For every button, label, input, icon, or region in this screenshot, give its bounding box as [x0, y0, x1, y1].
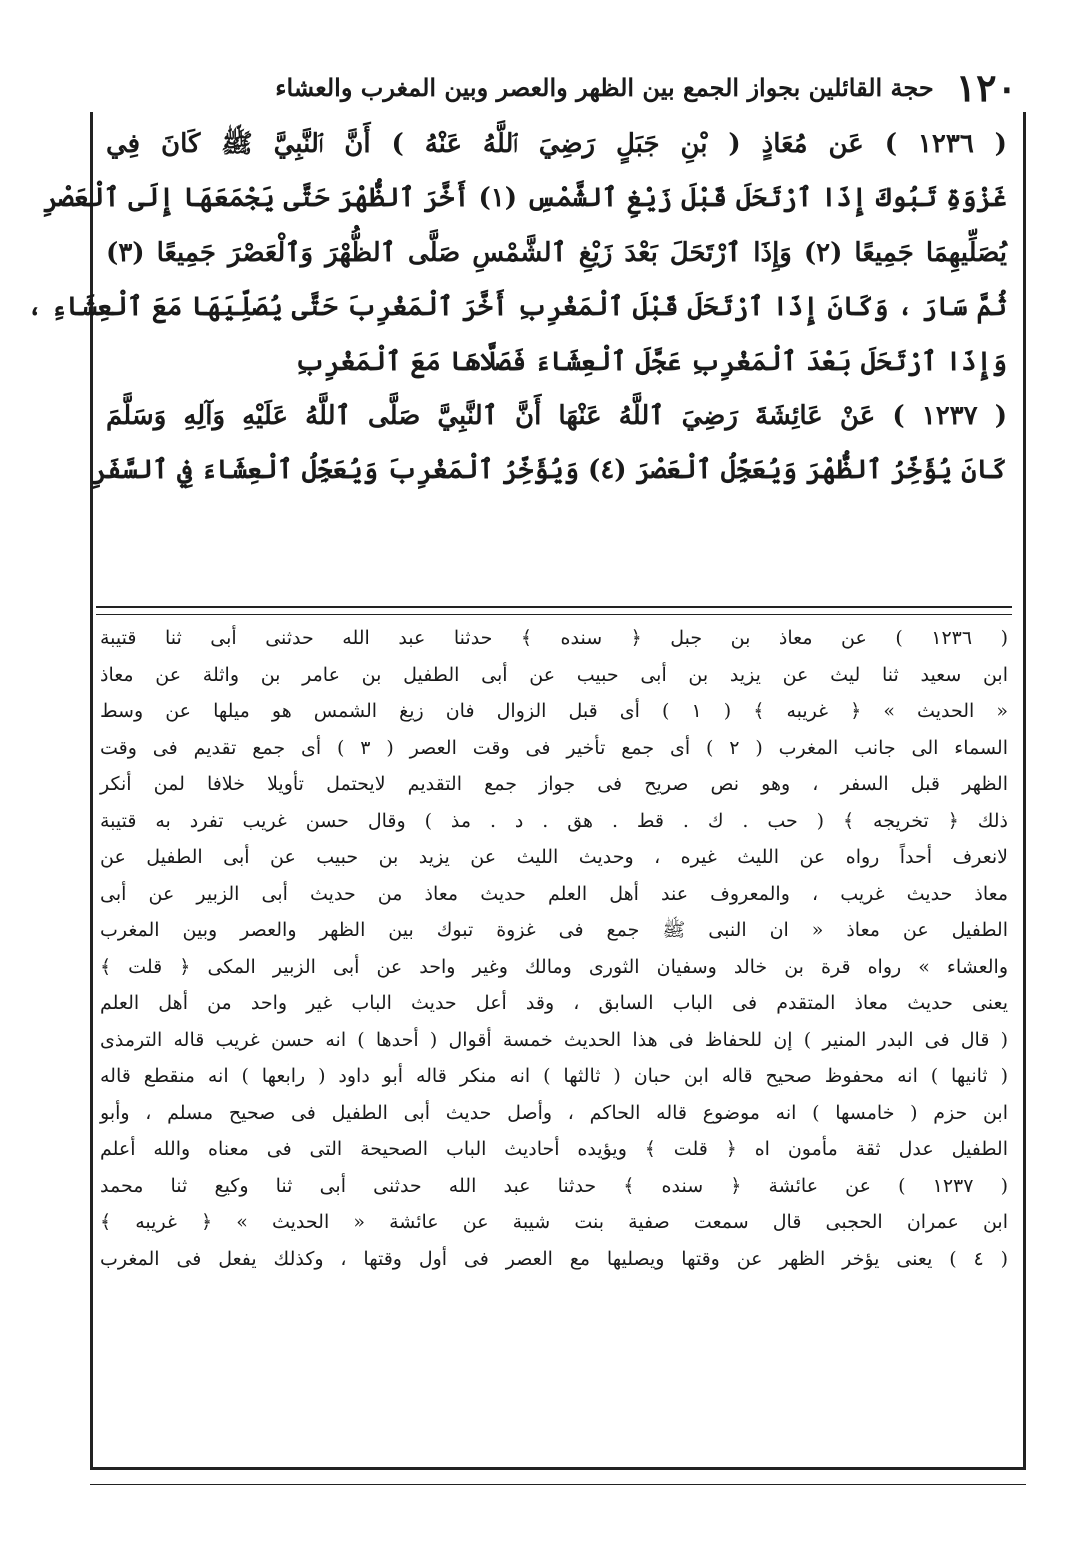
commentary-line: لانعرف أحداً رواه عن الليث غيره ، وحديث الليث عن يزيد بن حبيب عن أبى الطفيل عن — [100, 846, 1008, 868]
commentary-line: معاذ حديث غريب ، والمعروف عند أهل العلم حديث معاذ من حديث أبى الزبير عن أبى — [100, 882, 1008, 905]
commentary-line: ( ٤ ) يعنى يؤخر الظهر عن وقتها ويصليها مع العصر فى أول وقتها ، وكذلك يفعل فى المغرب — [100, 1247, 1008, 1270]
running-header — [95, 62, 1017, 112]
commentary-line: الطفيل عدل ثقة مأمون اه ﴿ قلت ﴾ ويؤيده أحاديث الباب الصحيحة التى فى معناه والله أعلم — [100, 1138, 1008, 1160]
text-divider — [96, 606, 1012, 615]
commentary-line: ابن سعيد ثنا ليث عن يزيد بن أبى حبيب عن أبى الطفيل بن عامر بن واثلة عن معاذ — [100, 663, 1008, 686]
main-text-line: يُصَلِّيهِمَا جَمِيعًا (٢) وَإِذَا ٱرْتَحَلَ بَعْدَ زَيْغِ ٱلشَّمْسِ صَلَّى ٱلظُّهْرَ وَٱلْعَصْرَ جَمِيعًا (٣) — [106, 237, 1007, 268]
commentary-line: الظهر قبل السفر ، وهو نص صريح فى جواز جمع التقديم لايحتمل تأويلا خلافا لمن أنكر — [100, 773, 1008, 795]
main-text-line: ( ١٢٣٧ ) عَنْ عَائِشَةَ رَضِيَ ٱللَّهُ عَنْهَا أَنَّ ٱلنَّبِيَّ صَلَّى ٱللَّهُ عَلَيْهِ وَآلِهِ وَسَلَّمَ — [106, 400, 1007, 431]
commentary-line: والعشاء » رواه قرة بن خالد وسفيان الثورى ومالك وغير واحد عن أبى الزبير المكى ﴿ قلت ﴾ — [100, 955, 1008, 978]
commentary-line: ( ثانيها ) انه محفوظ صحيح قاله ابن حبان ( ثالثها ) انه منكر قاله أبو داود ( رابعها ) انه منقطع قاله — [100, 1065, 1008, 1087]
running-title: حجة القائلين بجواز الجمع بين الظهر والعصر وبين المغرب والعشاء — [275, 72, 934, 102]
commentary-line: الطفيل عن معاذ « ان النبى ﷺ جمع فى غزوة تبوك بين الظهر والعصر وبين المغرب — [100, 919, 1008, 941]
main-text-line — [106, 498, 1007, 552]
commentary-line: ( قال فى البدر المنير ) إن للحفاظ فى هذا الحديث خمسة أقوال ( أحدها ) انه حسن غريب قاله الترمذى — [100, 1028, 1008, 1051]
page-frame-bottom-rule — [90, 1467, 1026, 1485]
commentary-line: ابن حزم ( خامسها ) انه موضوع قاله الحاكم ، وأصل حديث أبى الطفيل فى صحيح مسلم ، وأبو — [100, 1101, 1008, 1124]
commentary-line: ( ١٢٣٦ ) عن معاذ بن جبل ﴿ سنده ﴾ حدثنا عبد الله حدثنى أبى ثنا قتيبة — [100, 627, 1008, 649]
main-text-line: وَإِذَا ٱرْتَحَلَ بَعْدَ ٱلْمَغْرِبِ عَجَّلَ ٱلْعِشَاءَ فَصَلَّاهَا مَعَ ٱلْمَغْرِبِ — [294, 346, 1007, 377]
commentary-line: ابن عمران الحجبى قال سمعت صفية بنت شيبة عن عائشة « الحديث » ﴿ غريبه ﴾ — [100, 1211, 1008, 1233]
commentary-line: السماء الى جانب المغرب ( ٢ ) أى جمع تأخير فى وقت العصر ( ٣ ) أى جمع تقديم فى وقت — [100, 736, 1008, 759]
page-number: ١٢٠ — [955, 64, 1017, 110]
commentary-line: « الحديث » ﴿ غريبه ﴾ ( ١ ) أى قبل الزوال فان زيغ الشمس هو ميلها عن وسط — [100, 700, 1008, 722]
commentary-line: يعنى حديث معاذ المتقدم فى الباب السابق ، وقد أعل حديث الباب غير واحد من أهل العلم — [100, 992, 1008, 1014]
commentary-line: ذلك ﴿ تخريجه ﴾ ( حب . ك . قط . هق . د . مذ ) وقال حسن غريب تفرد به قتيبة — [100, 809, 1008, 832]
main-text-line: ( ١٢٣٦ ) عَن مُعَاذٍ ( بْنِ جَبَلٍ رَضِيَ ٱللَّهُ عَنْهُ ) أَنَّ ٱلنَّبِيَّ ﷺ كَانَ فِي — [106, 129, 1007, 159]
commentary — [100, 620, 1008, 1460]
commentary-line: ( ١٢٣٧ ) عن عائشة ﴿ سنده ﴾ حدثنا عبد الله حدثنى أبى ثنا وكيع ثنا محمد — [100, 1174, 1009, 1197]
main-text-line: غَزْوَةِ تَبُوكَ إِذَا ٱرْتَحَلَ قَبْلَ زَيْغِ ٱلشَّمْسِ (١) أَخَّرَ ٱلظُّهْرَ حَتَّى يَجْمَعَهَا إِلَى ٱلْعَصْرِ — [43, 183, 1007, 214]
main-text-line: كَانَ يُؤَخِّرُ ٱلظُّهْرَ وَيُعَجِّلُ ٱلْعَصْرَ (٤) وَيُؤَخِّرُ ٱلْمَغْرِبَ وَيُعَجِّلُ ٱلْعِشَاءَ فِي ٱلسَّفَرِ — [91, 455, 1007, 486]
main-text-line: ثُمَّ سَارَ ، وَكَانَ إِذَا ٱرْتَحَلَ قَبْلَ ٱلْمَغْرِبِ أَخَّرَ ٱلْمَغْرِبَ حَتَّى يُصَلِّيَهَا مَعَ ٱلْعِشَاءِ ، — [27, 292, 1007, 323]
main-text — [27, 117, 1007, 607]
